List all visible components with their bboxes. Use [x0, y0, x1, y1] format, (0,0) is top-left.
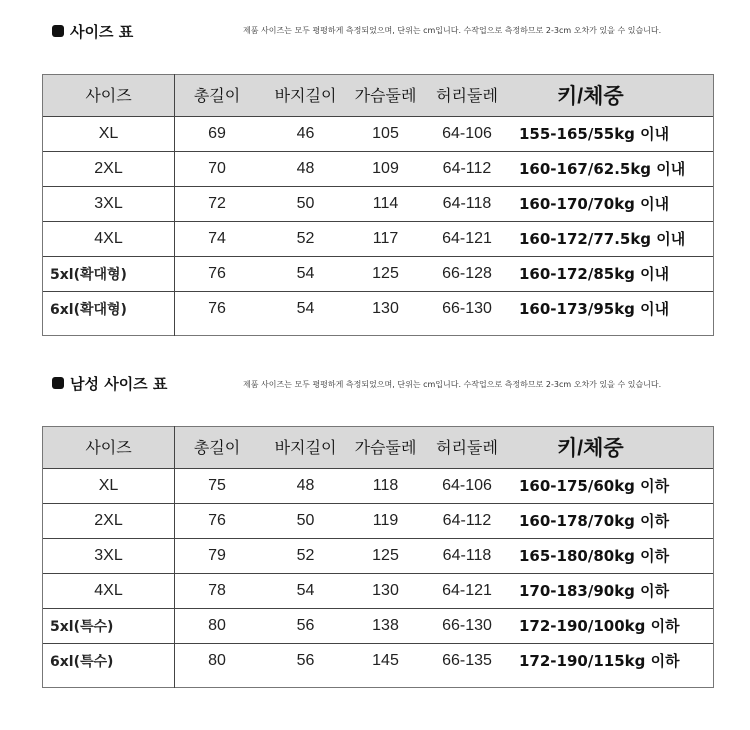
column-header-height-weight: 키/체중 [557, 84, 624, 108]
cell-chest: 117 [372, 229, 399, 247]
column-header-pants-length: 바지길이 [274, 440, 337, 458]
section-title: 남성 사이즈 표 [70, 374, 168, 393]
cell-total-length: 72 [208, 194, 226, 212]
measurement-note: 제품 사이즈는 모두 평평하게 측정되었으며, 단위는 cm입니다. 수작업으로 측정하므로 2-3cm 오차가 있을 수 있습니다. [243, 380, 662, 389]
cell-waist: 64-121 [442, 581, 492, 599]
cell-chest: 119 [372, 511, 399, 529]
section-title: 사이즈 표 [70, 22, 134, 41]
column-header-height-weight: 키/체중 [557, 436, 624, 460]
cell-pants-length: 56 [296, 616, 315, 634]
cell-chest: 138 [372, 616, 399, 634]
cell-pants-length: 52 [296, 229, 315, 247]
section-header [52, 372, 167, 394]
column-header-size: 사이즈 [85, 440, 132, 458]
cell-chest: 130 [372, 299, 399, 317]
column-header-total-length: 총길이 [193, 88, 241, 106]
size-table [42, 426, 714, 678]
cell-total-length: 80 [208, 616, 226, 634]
cell-height-weight: 160-167/62.5kg 이내 [519, 160, 686, 178]
cell-waist: 64-112 [442, 159, 492, 177]
column-header-chest: 가슴둘레 [354, 88, 417, 106]
cell-chest: 105 [372, 124, 399, 142]
measurement-note: 제품 사이즈는 모두 평평하게 측정되었으며, 단위는 cm입니다. 수작업으로 측정하므로 2-3cm 오차가 있을 수 있습니다. [243, 26, 662, 35]
cell-pants-length: 48 [296, 476, 315, 494]
cell-size: 6xl(특수) [50, 653, 114, 670]
size-table [42, 74, 714, 326]
column-divider [174, 74, 175, 336]
cell-size: XL [98, 476, 119, 494]
cell-chest: 145 [372, 651, 399, 669]
cell-size: 4XL [94, 581, 123, 599]
table-row [42, 186, 714, 221]
cell-pants-length: 54 [296, 299, 315, 317]
cell-size: 3XL [94, 546, 123, 564]
table-row [42, 643, 714, 678]
column-header-waist: 허리둘레 [436, 440, 498, 458]
column-header-total-length: 총길이 [193, 440, 241, 458]
cell-height-weight: 160-178/70kg 이하 [519, 512, 670, 530]
square-bullet-icon [52, 25, 64, 37]
cell-total-length: 76 [208, 511, 226, 529]
cell-chest: 114 [372, 194, 399, 212]
cell-size: XL [98, 124, 119, 142]
cell-size: 3XL [94, 194, 123, 212]
cell-height-weight: 160-170/70kg 이내 [519, 195, 670, 213]
cell-pants-length: 48 [296, 159, 315, 177]
cell-height-weight: 160-173/95kg 이내 [519, 300, 670, 319]
column-header-chest: 가슴둘레 [354, 440, 417, 458]
cell-height-weight: 172-190/115kg 이하 [519, 652, 680, 671]
cell-waist: 64-106 [442, 476, 492, 494]
cell-pants-length: 54 [296, 581, 315, 599]
cell-pants-length: 54 [296, 264, 315, 282]
cell-total-length: 75 [208, 476, 226, 494]
table-header-row [42, 426, 714, 468]
cell-size: 5xl(특수) [50, 618, 114, 635]
cell-waist: 64-118 [442, 194, 492, 212]
cell-size: 2XL [94, 159, 123, 177]
cell-chest: 118 [372, 476, 399, 494]
cell-pants-length: 50 [296, 194, 315, 212]
table-row [42, 573, 714, 608]
square-bullet-icon [52, 377, 64, 389]
table-row [42, 116, 714, 151]
column-divider [174, 426, 175, 688]
cell-size: 6xl(확대형) [50, 301, 127, 318]
table-row [42, 468, 714, 503]
cell-size: 4XL [94, 229, 123, 247]
cell-pants-length: 46 [296, 124, 315, 142]
cell-total-length: 76 [208, 299, 226, 317]
cell-total-length: 79 [208, 546, 226, 564]
cell-height-weight: 155-165/55kg 이내 [519, 125, 670, 143]
table-row [42, 256, 714, 291]
table-row [42, 503, 714, 538]
cell-chest: 109 [372, 159, 399, 177]
cell-total-length: 76 [208, 264, 226, 282]
cell-waist: 66-130 [442, 299, 492, 317]
cell-waist: 66-128 [442, 264, 492, 282]
cell-total-length: 74 [208, 229, 226, 247]
cell-pants-length: 52 [296, 546, 315, 564]
cell-total-length: 80 [208, 651, 226, 669]
column-header-waist: 허리둘레 [436, 88, 498, 106]
cell-height-weight: 170-183/90kg 이하 [519, 582, 670, 600]
cell-height-weight: 165-180/80kg 이하 [519, 547, 670, 565]
cell-total-length: 78 [208, 581, 226, 599]
table-row [42, 291, 714, 326]
cell-height-weight: 160-175/60kg 이하 [519, 477, 670, 495]
cell-waist: 64-106 [442, 124, 492, 142]
cell-size: 2XL [94, 511, 123, 529]
cell-waist: 66-135 [442, 651, 492, 669]
cell-waist: 64-112 [442, 511, 492, 529]
cell-pants-length: 56 [296, 651, 315, 669]
table-row [42, 608, 714, 643]
cell-chest: 125 [372, 264, 399, 282]
table-row [42, 151, 714, 186]
column-header-pants-length: 바지길이 [274, 88, 337, 106]
cell-chest: 130 [372, 581, 399, 599]
cell-size: 5xl(확대형) [50, 266, 127, 283]
table-header-row [42, 74, 714, 116]
cell-waist: 66-130 [442, 616, 492, 634]
column-header-size: 사이즈 [85, 88, 132, 106]
table-row [42, 538, 714, 573]
cell-height-weight: 172-190/100kg 이하 [519, 617, 680, 635]
cell-waist: 64-118 [442, 546, 492, 564]
cell-total-length: 70 [208, 159, 226, 177]
table-row [42, 221, 714, 256]
cell-height-weight: 160-172/85kg 이내 [519, 265, 670, 283]
cell-total-length: 69 [208, 124, 226, 142]
cell-waist: 64-121 [442, 229, 492, 247]
cell-chest: 125 [372, 546, 399, 564]
cell-pants-length: 50 [296, 511, 315, 529]
section-header [52, 20, 133, 42]
cell-height-weight: 160-172/77.5kg 이내 [519, 230, 686, 248]
